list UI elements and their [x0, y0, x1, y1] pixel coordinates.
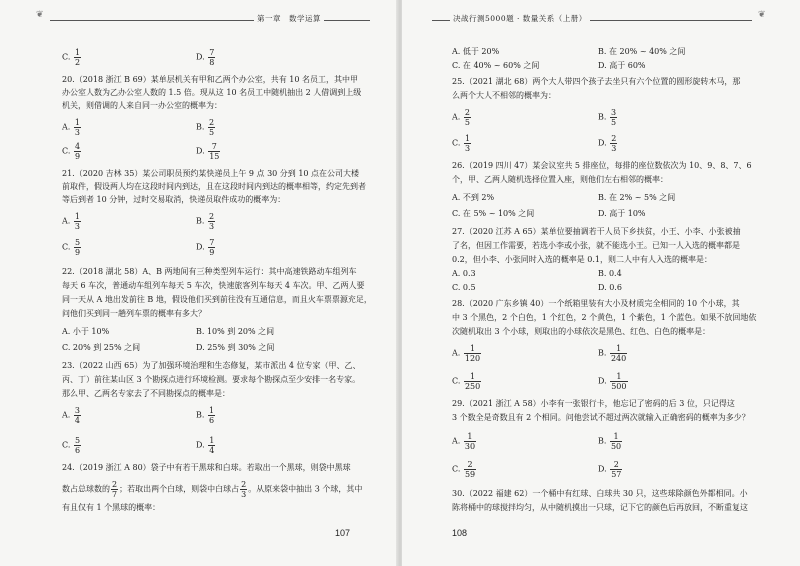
q22-text: 每天 6 车次，普通动车组列车每天 5 车次，快速旅客列车每天 4 车次。甲、乙两人要	[62, 281, 365, 290]
q22-text: 同一天从 A 地出发前往 B 地，假设他们买到前往没有互通信息，而且火车票票源充足，	[62, 295, 372, 304]
q21-text: 21.（2020 吉林 35）某公司职员预约某快递员上午 9 点 30 分到 10 点在公司大楼	[62, 169, 360, 178]
left-page	[0, 0, 398, 566]
option-b: B. $\frac{3}{5}$	[598, 108, 617, 127]
option-b: B. 在 2% ~ 5% 之间	[598, 193, 676, 202]
option-c: C. $\frac{1}{2}$	[62, 48, 81, 67]
left-header-title: 第一章 数学运算	[254, 13, 324, 24]
q21-text: 等后到者 10 分钟，过时交易取消，快递员取件成功的概率为：	[62, 195, 286, 204]
option-d: D. $\frac{7}{15}$	[196, 142, 220, 161]
option-b: B. 10% 到 20% 之间	[196, 327, 275, 336]
q24-text: 有且仅有 1 个黑球的概率：	[62, 503, 161, 512]
option-c: C. $\frac{1}{3}$	[452, 134, 471, 153]
option-b: B. $\frac{1}{50}$	[598, 432, 622, 451]
option-a: A. $\frac{1}{3}$	[62, 118, 80, 137]
option-a: A. 低于 20%	[452, 47, 500, 56]
option-d: D. $\frac{7}{8}$	[196, 48, 215, 67]
option-d: D. $\frac{1}{500}$	[598, 372, 627, 391]
option-d: D. $\frac{7}{9}$	[196, 238, 215, 257]
option-a: A. 小于 10%	[62, 327, 110, 336]
option-a: A. 不到 2%	[452, 193, 495, 202]
option-c: C. 0.5	[452, 283, 476, 292]
page-number: 108	[452, 528, 468, 538]
right-page	[402, 0, 800, 566]
q24-text: 数占总球数的 $\frac{2}{7}$ ；若取出两个白球，则袋中白球占 $\frac{2}{3}$ 。从原来袋中抽出 3 个球，其中	[62, 480, 363, 499]
q26-text: 个，甲、乙两人随机选择位置入座，则他们左右相邻的概率：	[452, 175, 668, 184]
option-d: D. $\frac{2}{57}$	[598, 460, 622, 479]
q22-text: 22.（2018 湖北 58）A、B 两地间有三种类型列车运行：其中高速铁路动车组列车	[62, 267, 357, 276]
option-d: D. 25% 到 30% 之间	[196, 343, 275, 352]
q21-text: 前取件，假设两人均在这段时间内到达，且在这段时间内到达的概率相等，约定先到者	[62, 182, 366, 191]
q20-text: 机关，则借调的人来自同一办公室的概率为：	[62, 101, 222, 110]
option-c: C. $\frac{5}{6}$	[62, 436, 81, 455]
option-c: C. $\frac{2}{59}$	[452, 460, 476, 479]
q23-text: 那么甲、乙两名专家去了不同勘探点的概率是：	[62, 389, 230, 398]
q28-text: 28.（2020 广东乡镇 40）一个纸箱里装有大小及材质完全相同的 10 个小球，其	[452, 299, 740, 308]
option-a: A. $\frac{2}{5}$	[452, 108, 470, 127]
q29-text: 29.（2021 浙江 A 58）小李有一张银行卡，他忘记了密码的后 3 位，只记得这	[452, 399, 735, 408]
option-d: D. 高于 60%	[598, 61, 646, 70]
option-c: C. $\frac{4}{9}$	[62, 142, 81, 161]
q27-text: 了名，但因工作需要，若选小李或小张，就不能选小王。已知一人入选的概率都是	[452, 241, 740, 250]
q20-text: 20.（2018 浙江 B 69）某单层机关有甲和乙两个办公室，共有 10 名员工，其中甲	[62, 75, 359, 84]
leaf-ornament-icon: ❦	[758, 10, 766, 20]
q30-text: 陈将桶中的球搅拌均匀，从中随机摸出一只球，记下它的颜色后再放回，不断重复这	[452, 503, 748, 512]
q20-text: 办公室人数为乙办公室人数的 1.5 倍。现从这 10 名员工中随机抽出 2 人借调到上级	[62, 88, 362, 97]
page-number: 107	[335, 528, 351, 538]
q25-text: 么两个大人不相邻的概率为：	[452, 91, 556, 100]
q26-text: 26.（2019 四川 47）某会议室共 5 排座位，每排的座位数依次为 10、9、8、7、6	[452, 161, 752, 170]
option-c: C. $\frac{5}{9}$	[62, 238, 81, 257]
option-c: C. 在 5% ~ 10% 之间	[452, 209, 535, 218]
option-a: A. $\frac{1}{30}$	[452, 432, 476, 451]
option-a: A. 0.3	[452, 269, 476, 278]
q28-text: 次随机取出 3 个小球，则取出的小球依次是黑色、红色、白色的概率是：	[452, 327, 711, 336]
q28-text: 中 3 个黑色，2 个白色，1 个红色，2 个黄色，1 个紫色，1 个蓝色。如果不放回地依	[452, 313, 757, 322]
option-b: B. $\frac{2}{3}$	[196, 212, 215, 231]
q30-text: 30.（2022 福建 62）一个桶中有红球、白球共 30 只，这些球除颜色外都相同。小	[452, 489, 748, 498]
option-a: A. $\frac{3}{4}$	[62, 406, 80, 425]
option-d: D. $\frac{1}{4}$	[196, 436, 215, 455]
option-b: B. 在 20% ~ 40% 之间	[598, 47, 686, 56]
option-d: D. 高于 10%	[598, 209, 646, 218]
option-b: B. $\frac{1}{6}$	[196, 406, 215, 425]
option-d: D. $\frac{2}{3}$	[598, 134, 617, 153]
option-d: D. 0.6	[598, 283, 622, 292]
option-b: B. $\frac{2}{5}$	[196, 118, 215, 137]
option-c: C. $\frac{1}{250}$	[452, 372, 481, 391]
q25-text: 25.（2021 湖北 68）两个大人带四个孩子去坐只有六个位置的圆形旋转木马，那	[452, 77, 741, 86]
leaf-ornament-icon: ❦	[36, 10, 44, 20]
option-a: A. $\frac{1}{3}$	[62, 212, 80, 231]
option-c: C. 在 40% ~ 60% 之间	[452, 61, 540, 70]
q22-text: 问他们买到同一趟列车票的概率有多大？	[62, 309, 206, 318]
option-b: B. $\frac{1}{240}$	[598, 344, 627, 363]
option-a: A. $\frac{1}{120}$	[452, 344, 481, 363]
q27-text: 0.2，但小李、小张同时入选的概率是 0.1，则二人中有人入选的概率是：	[452, 255, 712, 264]
option-c: C. 20% 到 25% 之间	[62, 343, 141, 352]
q27-text: 27.（2020 江苏 A 65）某单位要抽调若干人员下乡扶贫，小王、小李、小张被抽	[452, 227, 741, 236]
q23-text: 23.（2022 山西 65）为了加强环境治理和生态修复，某市派出 4 位专家（甲、乙、	[62, 361, 361, 370]
q29-text: 3 个数全是奇数且有 2 个相同。问他尝试不超过两次就输入正确密码的概率为多少？	[452, 413, 750, 422]
q24-text: 24.（2019 浙江 A 80）袋子中有若干黑球和白球。若取出一个黑球，则袋中黑球	[62, 463, 351, 472]
q23-text: 丙、丁）前往某山区 3 个勘探点进行环境检测。要求每个勘探点至少安排一名专家。	[62, 375, 361, 384]
right-header-title: 决战行测5000题 · 数量关系（上册）	[450, 13, 590, 24]
option-b: B. 0.4	[598, 269, 622, 278]
